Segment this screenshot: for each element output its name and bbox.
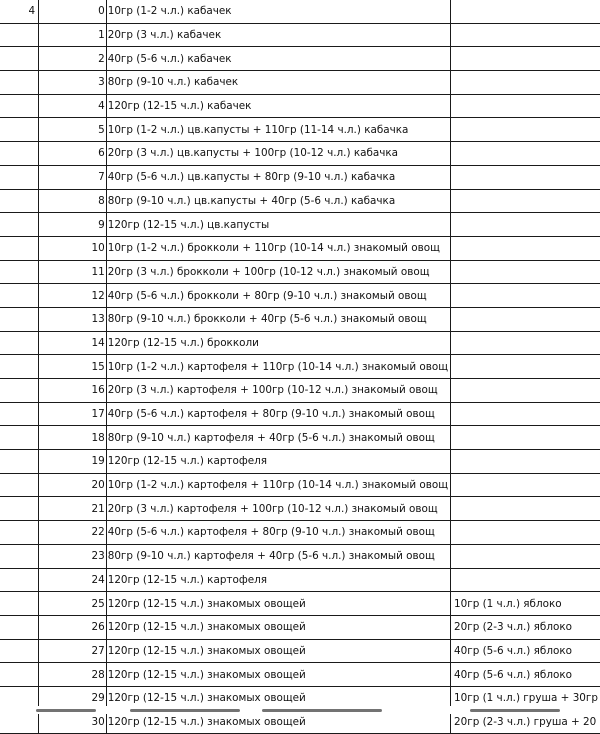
cell-day[interactable]: 27 <box>39 639 107 663</box>
cell-day[interactable]: 5 <box>39 118 107 142</box>
table-row <box>0 379 600 403</box>
cropped-text-fragment <box>130 709 240 712</box>
cell-group[interactable] <box>0 473 39 497</box>
cell-fruit[interactable] <box>451 307 600 331</box>
cell-day[interactable]: 6 <box>39 142 107 166</box>
table-row <box>0 521 600 545</box>
cell-fruit[interactable]: 40гр (5-6 ч.л.) яблоко <box>451 639 600 663</box>
cell-fruit[interactable] <box>451 94 600 118</box>
cell-group[interactable] <box>0 307 39 331</box>
table-row <box>0 236 600 260</box>
table-row <box>0 94 600 118</box>
table-row <box>0 450 600 474</box>
cell-group[interactable] <box>0 236 39 260</box>
cell-group[interactable] <box>0 118 39 142</box>
cell-vegetables[interactable]: 20гр (3 ч.л.) картофеля + 100гр (10-12 ч.л.) знакомый овощ <box>106 379 450 403</box>
cell-group[interactable] <box>0 260 39 284</box>
cell-day[interactable]: 11 <box>39 260 107 284</box>
cell-fruit[interactable]: 10гр (1 ч.л.) груша + 30гр <box>451 686 600 710</box>
cropped-text-fragment <box>36 709 96 712</box>
cell-fruit[interactable] <box>451 71 600 95</box>
cell-group[interactable] <box>0 521 39 545</box>
table-row <box>0 473 600 497</box>
cell-day[interactable]: 12 <box>39 284 107 308</box>
cell-vegetables[interactable]: 40гр (5-6 ч.л.) брокколи + 80гр (9-10 ч.л.) знакомый овощ <box>106 284 450 308</box>
cell-fruit[interactable] <box>451 47 600 71</box>
cell-vegetables[interactable]: 40гр (5-6 ч.л.) картофеля + 80гр (9-10 ч.л.) знакомый овощ <box>106 521 450 545</box>
cell-group[interactable] <box>0 284 39 308</box>
cell-vegetables[interactable]: 120гр (12-15 ч.л.) знакомых овощей <box>106 710 450 734</box>
cell-group[interactable] <box>0 47 39 71</box>
cell-fruit[interactable] <box>451 165 600 189</box>
cell-fruit[interactable] <box>451 23 600 47</box>
cell-fruit[interactable] <box>451 450 600 474</box>
cell-day[interactable]: 9 <box>39 213 107 237</box>
cell-vegetables[interactable]: 10гр (1-2 ч.л.) картофеля + 110гр (10-14 ч.л.) знакомый овощ <box>106 355 450 379</box>
cell-day[interactable]: 14 <box>39 331 107 355</box>
table-row <box>0 426 600 450</box>
cell-group[interactable] <box>0 165 39 189</box>
table-row <box>0 497 600 521</box>
cell-day[interactable]: 2 <box>39 47 107 71</box>
cropped-text-fragment <box>262 709 382 712</box>
cell-fruit[interactable] <box>451 213 600 237</box>
cell-vegetables[interactable]: 80гр (9-10 ч.л.) кабачек <box>106 71 450 95</box>
cell-group[interactable] <box>0 592 39 616</box>
cell-day[interactable]: 20 <box>39 473 107 497</box>
cell-fruit[interactable] <box>451 379 600 403</box>
cell-fruit[interactable] <box>451 402 600 426</box>
cell-day[interactable]: 30 <box>39 710 107 734</box>
cell-vegetables[interactable]: 40гр (5-6 ч.л.) картофеля + 80гр (9-10 ч.л.) знакомый овощ <box>106 402 450 426</box>
cell-fruit[interactable] <box>451 236 600 260</box>
cell-vegetables[interactable]: 40гр (5-6 ч.л.) цв.капусты + 80гр (9-10 ч.л.) кабачка <box>106 165 450 189</box>
cell-fruit[interactable] <box>451 473 600 497</box>
cell-vegetables[interactable]: 10гр (1-2 ч.л.) цв.капусты + 110гр (11-14 ч.л.) кабачка <box>106 118 450 142</box>
cell-fruit[interactable] <box>451 331 600 355</box>
table-row <box>0 592 600 616</box>
cell-fruit[interactable]: 40гр (5-6 ч.л.) яблоко <box>451 663 600 687</box>
cell-vegetables[interactable]: 20гр (3 ч.л.) цв.капусты + 100гр (10-12 ч.л.) кабачка <box>106 142 450 166</box>
table-row <box>0 615 600 639</box>
cell-group[interactable] <box>0 331 39 355</box>
cell-day[interactable]: 8 <box>39 189 107 213</box>
table-row <box>0 71 600 95</box>
cell-fruit[interactable]: 10гр (1 ч.л.) яблоко <box>451 592 600 616</box>
cell-group[interactable] <box>0 142 39 166</box>
table-row <box>0 639 600 663</box>
cell-vegetables[interactable]: 20гр (3 ч.л.) кабачек <box>106 23 450 47</box>
cell-fruit[interactable] <box>451 426 600 450</box>
cell-vegetables[interactable]: 80гр (9-10 ч.л.) брокколи + 40гр (5-6 ч.л.) знакомый овощ <box>106 307 450 331</box>
table-row <box>0 23 600 47</box>
cell-group[interactable] <box>0 450 39 474</box>
table-row <box>0 568 600 592</box>
table-row <box>0 260 600 284</box>
cell-fruit[interactable] <box>451 118 600 142</box>
cell-fruit[interactable] <box>451 355 600 379</box>
table-row <box>0 307 600 331</box>
cell-day[interactable]: 4 <box>39 94 107 118</box>
cell-group[interactable] <box>0 189 39 213</box>
cell-fruit[interactable]: 20гр (2-3 ч.л.) груша + 20 <box>451 710 600 734</box>
table-row <box>0 189 600 213</box>
table-row <box>0 142 600 166</box>
cell-day[interactable]: 19 <box>39 450 107 474</box>
cell-vegetables[interactable]: 120гр (12-15 ч.л.) картофеля <box>106 450 450 474</box>
cell-day[interactable]: 28 <box>39 663 107 687</box>
cell-day[interactable]: 1 <box>39 23 107 47</box>
cell-day[interactable]: 7 <box>39 165 107 189</box>
cell-group[interactable] <box>0 213 39 237</box>
cell-vegetables[interactable]: 120гр (12-15 ч.л.) цв.капусты <box>106 213 450 237</box>
cropped-text-fragment <box>470 709 560 712</box>
cell-group[interactable] <box>0 639 39 663</box>
cell-day[interactable]: 17 <box>39 402 107 426</box>
cell-vegetables[interactable]: 20гр (3 ч.л.) картофеля + 100гр (10-12 ч.л.) знакомый овощ <box>106 497 450 521</box>
cell-vegetables[interactable]: 10гр (1-2 ч.л.) брокколи + 110гр (10-14 ч.л.) знакомый овощ <box>106 236 450 260</box>
cell-group[interactable] <box>0 544 39 568</box>
cell-vegetables[interactable]: 80гр (9-10 ч.л.) цв.капусты + 40гр (5-6 ч.л.) кабачка <box>106 189 450 213</box>
cell-day[interactable]: 10 <box>39 236 107 260</box>
cell-day[interactable]: 13 <box>39 307 107 331</box>
cell-fruit[interactable] <box>451 568 600 592</box>
cell-vegetables[interactable]: 10гр (1-2 ч.л.) кабачек <box>106 0 450 23</box>
cell-day[interactable]: 26 <box>39 615 107 639</box>
cell-vegetables[interactable]: 120гр (12-15 ч.л.) брокколи <box>106 331 450 355</box>
cell-vegetables[interactable]: 20гр (3 ч.л.) брокколи + 100гр (10-12 ч.л.) знакомый овощ <box>106 260 450 284</box>
cell-fruit[interactable] <box>451 189 600 213</box>
cell-day[interactable]: 23 <box>39 544 107 568</box>
cell-day[interactable]: 18 <box>39 426 107 450</box>
cell-fruit[interactable] <box>451 260 600 284</box>
cell-day[interactable]: 0 <box>39 0 107 23</box>
cell-day[interactable]: 24 <box>39 568 107 592</box>
table-row <box>0 284 600 308</box>
cell-group[interactable] <box>0 663 39 687</box>
table-row <box>0 47 600 71</box>
cell-day[interactable]: 16 <box>39 379 107 403</box>
table-row <box>0 331 600 355</box>
cell-fruit[interactable] <box>451 544 600 568</box>
cell-group[interactable] <box>0 23 39 47</box>
table-row <box>0 165 600 189</box>
cell-group[interactable] <box>0 355 39 379</box>
cell-vegetables[interactable]: 10гр (1-2 ч.л.) картофеля + 110гр (10-14 ч.л.) знакомый овощ <box>106 473 450 497</box>
table-row <box>0 663 600 687</box>
cell-group[interactable] <box>0 71 39 95</box>
cell-fruit[interactable] <box>451 0 600 23</box>
cell-fruit[interactable] <box>451 142 600 166</box>
cell-vegetables[interactable]: 120гр (12-15 ч.л.) знакомых овощей <box>106 639 450 663</box>
cell-vegetables[interactable]: 120гр (12-15 ч.л.) знакомых овощей <box>106 686 450 710</box>
cell-vegetables[interactable]: 80гр (9-10 ч.л.) картофеля + 40гр (5-6 ч.л.) знакомый овощ <box>106 426 450 450</box>
cell-vegetables[interactable]: 120гр (12-15 ч.л.) знакомых овощей <box>106 663 450 687</box>
cell-vegetables[interactable]: 120гр (12-15 ч.л.) знакомых овощей <box>106 592 450 616</box>
cell-day[interactable]: 3 <box>39 71 107 95</box>
cell-vegetables[interactable]: 80гр (9-10 ч.л.) картофеля + 40гр (5-6 ч.л.) знакомый овощ <box>106 544 450 568</box>
table-row <box>0 118 600 142</box>
cell-vegetables[interactable]: 40гр (5-6 ч.л.) кабачек <box>106 47 450 71</box>
cell-group[interactable] <box>0 402 39 426</box>
cell-day[interactable]: 25 <box>39 592 107 616</box>
table-row <box>0 544 600 568</box>
cell-day[interactable]: 29 <box>39 686 107 710</box>
cell-vegetables[interactable]: 120гр (12-15 ч.л.) знакомых овощей <box>106 615 450 639</box>
cell-group[interactable] <box>0 497 39 521</box>
cell-day[interactable]: 22 <box>39 521 107 545</box>
cell-fruit[interactable] <box>451 284 600 308</box>
cell-fruit[interactable] <box>451 497 600 521</box>
table-row <box>0 0 600 23</box>
cell-group[interactable]: 4 <box>0 0 39 23</box>
cell-group[interactable] <box>0 94 39 118</box>
table-row <box>0 402 600 426</box>
cell-fruit[interactable] <box>451 521 600 545</box>
cell-group[interactable] <box>0 379 39 403</box>
cell-vegetables[interactable]: 120гр (12-15 ч.л.) кабачек <box>106 94 450 118</box>
cell-vegetables[interactable]: 120гр (12-15 ч.л.) картофеля <box>106 568 450 592</box>
cell-group[interactable] <box>0 568 39 592</box>
cell-group[interactable] <box>0 615 39 639</box>
table-row <box>0 355 600 379</box>
cell-day[interactable]: 15 <box>39 355 107 379</box>
cell-group[interactable] <box>0 426 39 450</box>
cropped-next-row <box>0 706 600 714</box>
cell-fruit[interactable]: 20гр (2-3 ч.л.) яблоко <box>451 615 600 639</box>
table-row <box>0 213 600 237</box>
cell-day[interactable]: 21 <box>39 497 107 521</box>
